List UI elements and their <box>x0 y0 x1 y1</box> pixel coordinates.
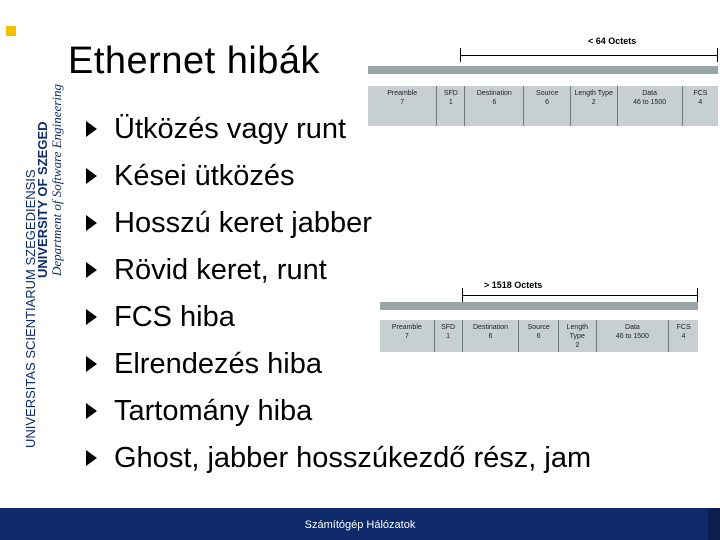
bullet-text: Elrendezés hiba <box>114 348 322 380</box>
list-item <box>86 206 591 253</box>
frame-field: Preamble 7 <box>387 90 418 106</box>
university-branding <box>0 0 70 460</box>
frame-length-ruler <box>462 280 698 302</box>
triangle-bullet-icon <box>86 450 97 466</box>
department-name: Department of Software Engineering <box>49 84 64 276</box>
list-item <box>86 347 591 394</box>
triangle-bullet-icon <box>86 403 97 419</box>
frame-length-ruler <box>460 36 718 62</box>
frame-field: Data 46 to 1500 <box>596 320 669 352</box>
frame-field: Preamble 7 <box>391 324 422 340</box>
frame-field: FCS 4 <box>669 320 698 352</box>
latin-motto: UNIVERSITAS SCIENTIARUM SZEGEDIENSIS <box>23 169 38 448</box>
frame-field: Source 6 <box>524 86 571 126</box>
frame-field: Source 6 <box>519 320 559 352</box>
bullet-text: Hosszú keret jabber <box>114 207 372 239</box>
triangle-bullet-icon <box>86 168 97 184</box>
bullet-text: FCS hiba <box>114 301 235 333</box>
bullet-text: Tartomány hiba <box>114 395 313 427</box>
bullet-text: Ghost, jabber hosszúkezdő rész, jam <box>114 442 592 474</box>
footer-text: Számítógép Hálózatok <box>304 519 416 531</box>
slide-title: Ethernet hibák <box>68 40 321 82</box>
frame-field: Data 46 to 1500 <box>617 86 682 126</box>
list-item <box>86 394 591 441</box>
bullet-text: Kései ütközés <box>114 160 295 192</box>
bullet-text: Rövid keret, runt <box>114 254 327 286</box>
list-item <box>86 441 591 488</box>
triangle-bullet-icon <box>86 215 97 231</box>
bullet-text: Ütközés vagy runt <box>114 113 347 145</box>
frame-length-caption: > 1518 Octets <box>484 280 543 290</box>
frame-field: Length Type 2 <box>570 86 617 126</box>
frame-field: Destination 6 <box>465 86 524 126</box>
list-item <box>86 159 591 206</box>
triangle-bullet-icon <box>86 356 97 372</box>
short-frame-diagram <box>368 36 718 126</box>
triangle-bullet-icon <box>86 262 97 278</box>
frame-field: FCS 4 <box>682 86 718 126</box>
frame-field: Length Type 2 <box>558 320 596 352</box>
footer-bar <box>0 508 720 540</box>
frame-fields-table <box>368 86 718 126</box>
university-name: UNIVERSITY OF SZEGED <box>35 121 50 278</box>
triangle-bullet-icon <box>86 309 97 325</box>
triangle-bullet-icon <box>86 121 97 137</box>
frame-field: SFD 1 <box>434 320 462 352</box>
frame-field: SFD 1 <box>437 86 465 126</box>
frame-field: Destination 6 <box>462 320 519 352</box>
frame-length-caption: < 64 Octets <box>588 36 637 46</box>
long-frame-diagram <box>380 280 698 352</box>
frame-fields-table <box>380 320 698 352</box>
